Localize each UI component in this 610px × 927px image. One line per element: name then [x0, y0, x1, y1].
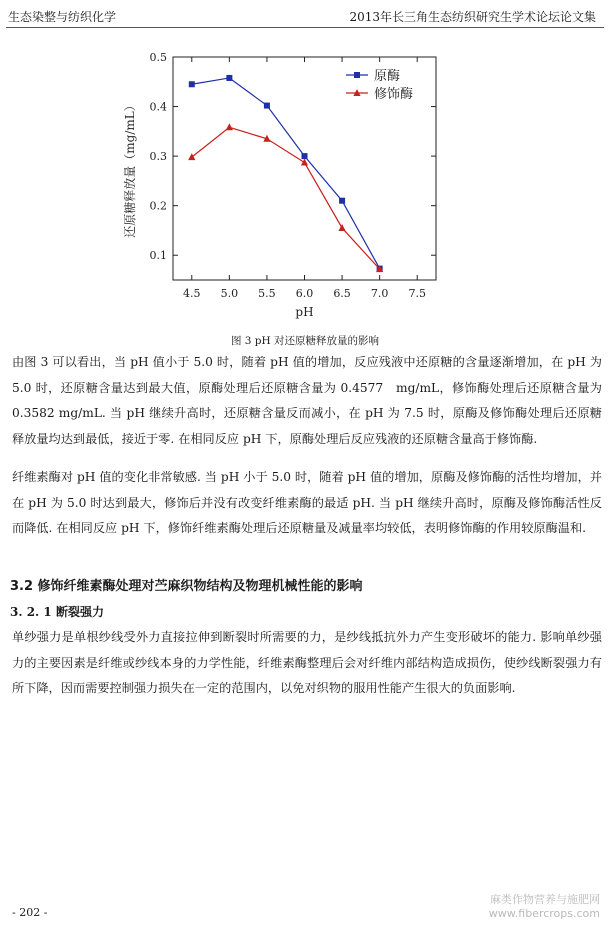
data-point [188, 153, 195, 160]
x-tick-label: 7.0 [370, 287, 389, 300]
data-point [189, 81, 195, 87]
x-tick-label: 5.5 [258, 287, 276, 300]
data-point [338, 224, 345, 231]
figure-caption: 图 3 pH 对还原糖释放量的影响 [230, 335, 380, 347]
x-axis-label: pH [295, 305, 314, 319]
journal-name: 生态染整与纺织化学 [8, 10, 117, 24]
x-tick-label: 7.5 [408, 287, 426, 300]
x-tick-label: 6.0 [295, 287, 314, 300]
subsection-heading: 3. 2. 1 断裂强力 [10, 605, 104, 619]
proceedings-title: 2013年长三角生态纺织研究生学术论坛论文集 [349, 10, 596, 24]
x-tick-label: 6.5 [333, 287, 351, 300]
series-line [192, 78, 380, 269]
page-number: - 202 - [12, 906, 48, 919]
y-tick-label: 0.3 [149, 150, 167, 164]
x-tick-label: 5.0 [220, 287, 239, 300]
page-header [0, 0, 610, 30]
y-axis-label: 还原糖释放量（mg/mL） [123, 99, 137, 238]
header-divider [6, 27, 604, 28]
y-tick-label: 0.2 [149, 199, 167, 213]
data-point [264, 103, 270, 109]
x-tick-label: 4.5 [183, 287, 201, 300]
data-point [302, 153, 308, 159]
data-point [339, 198, 345, 204]
ph-chart [118, 42, 448, 327]
watermark-url: www.fibercrops.com [488, 907, 600, 920]
paragraph-3: 单纱强力是单根纱线受外力直接拉伸到断裂时所需要的力，是纱线抵抗外力产生变形破坏的能力. 影响单纱强力的主要因素是纤维或纱线本身的力学性能，纤维素酶整理后会对纤维内部结构造成损伤，使纱线断裂强力有所下降，因而需要控制强力损失在一定的范围内，以免对织物的服用性能产生很大的负面影响. [12, 630, 602, 695]
y-tick-label: 0.4 [149, 100, 167, 114]
data-point [226, 123, 233, 130]
section-heading: 3.2 修饰纤维素酶处理对苎麻织物结构及物理机械性能的影响 [10, 579, 363, 594]
legend-label: 修饰酶 [374, 87, 414, 102]
watermark [489, 893, 600, 921]
paragraph-2: 纤维素酶对 pH 值的变化非常敏感. 当 pH 小于 5.0 时，随着 pH 值的增加，原酶及修饰酶的活性均增加，并在 pH 为 5.0 时达到最大，修饰后并没有改变纤维素酶的最适 pH. 当 pH 继续升高时，原酶及修饰酶活性反而降低. 在相同反应 pH 下，修饰纤维素酶处理后还原糖量及减量率均较低，表明修饰酶的作用较原酶温和. [12, 470, 602, 535]
legend-label: 原酶 [374, 69, 401, 84]
y-tick-label: 0.5 [149, 51, 167, 64]
paragraph-1: 由图 3 可以看出，当 pH 值小于 5.0 时，随着 pH 值的增加，反应残液中还原糖的含量逐渐增加，在 pH 为 5.0 时，还原糖含量达到最大值，原酶处理后还原糖含量为 0.4577 mg/mL，修饰酶处理后还原糖含量为 0.3582 mg/mL. 当 pH 继续升高时，还原糖含量反而减小，在 pH 为 7.5 时，原酶及修饰酶处理后还原糖释放量均达到最低，接近于零. 在相同反应 pH 下，原酶处理后反应残液的还原糖含量高于修饰酶. [12, 355, 602, 446]
legend-marker [354, 72, 360, 78]
data-point [226, 75, 232, 81]
series-line [192, 127, 380, 269]
y-tick-label: 0.1 [149, 249, 167, 263]
watermark-text: 麻类作物营养与施肥网 [490, 893, 600, 906]
